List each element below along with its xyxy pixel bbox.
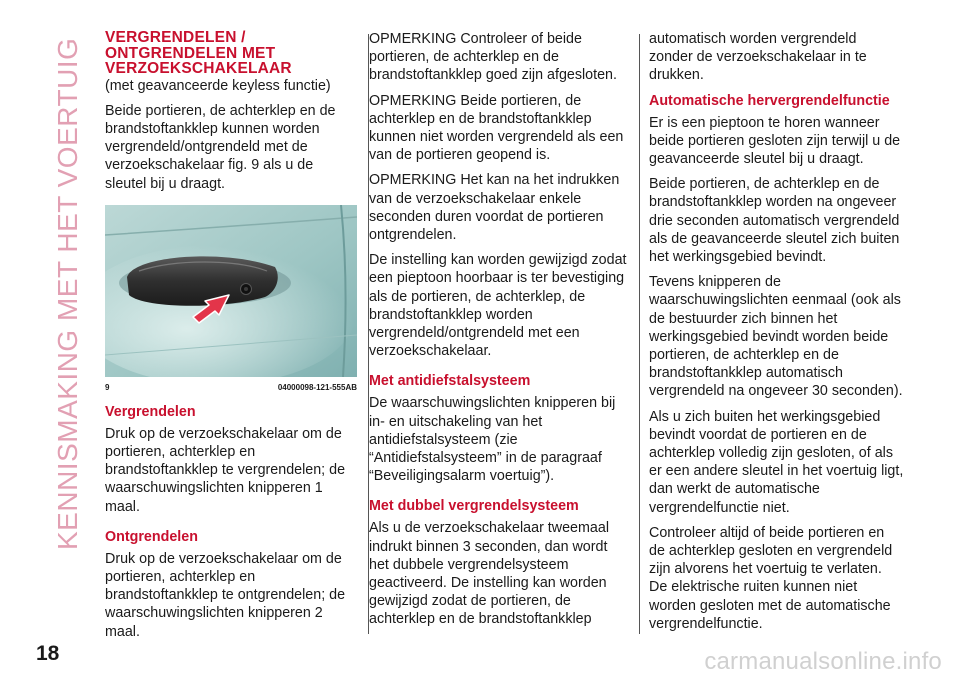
- antitheft-heading: Met antidiefstalsysteem: [369, 373, 531, 390]
- note-1: OPMERKING Controleer of beide portieren, de achterklep en de brandstoftankklep goed zijn afgesloten.: [369, 31, 617, 84]
- section-heading-line-2: ONTGRENDELEN MET: [105, 44, 276, 62]
- section-heading-line-3: VERZOEKSCHAKELAAR: [105, 60, 292, 77]
- auto-relock-paragraph-3: Tevens knipperen de waarschuwingslichten eenmaal (ook als de bestuurder zich binnen het werkingsgebied bevindt worden beide portieren, de achterklep en de brandstoftankklep automatisch vergrendeld na ongeveer 30 seconden).: [649, 274, 903, 400]
- door-handle: [127, 256, 278, 305]
- unlock-heading: Ontgrendelen: [105, 528, 198, 545]
- figure-number: 9: [105, 382, 110, 392]
- section-heading-line-1: VERGRENDELEN /: [105, 29, 246, 46]
- unlock-paragraph: Druk op de verzoekschakelaar om de portieren, achterklep en brandstoftankklep te ontgrendelen; de waarschuwingslichten knipperen 2 maal.: [105, 550, 346, 640]
- section-heading: [105, 30, 357, 77]
- auto-relock-heading: Automatische hervergrendelfunctie: [649, 92, 890, 109]
- auto-relock-paragraph-1: Er is een pieptoon te horen wanneer beide portieren gesloten zijn terwijl u de geavanceerde sleutel bij u draagt.: [649, 114, 901, 168]
- double-lock-heading: Met dubbel vergrendelsysteem: [369, 498, 579, 515]
- page-number: 18: [36, 642, 60, 665]
- chapter-side-title: KENNISMAKING MET HET VOERTUIG: [52, 37, 83, 550]
- figure-caption: [105, 377, 357, 391]
- auto-relock-paragraph-2: Beide portieren, de achterklep en de brandstoftankklep worden na ongeveer drie seconden automatisch vergrendeld als de geavanceerde sleutel zich buiten het werkingsgebied bevindt.: [649, 176, 900, 266]
- watermark: carmanualsonline.info: [704, 648, 942, 675]
- note-2: OPMERKING Beide portieren, de achterklep en de brandstoftankklep kunnen niet worden vergrendeld als een van de portieren geopend is.: [369, 92, 624, 164]
- column-1: [105, 30, 357, 648]
- beep-setting-paragraph: De instelling kan worden gewijzigd zodat een pieptoon hoorbaar is ter bevestiging als de portieren, de achterklep, de brandstoftankklep worden vergrendeld/ontgrendeld met een verzoekschakelaar.: [369, 252, 627, 360]
- lock-heading: Vergrendelen: [105, 403, 196, 420]
- auto-relock-paragraph-4: Als u zich buiten het werkingsgebied bevindt voordat de portieren en de achterklep volledig zijn gesloten, of als er een andere sleutel in het voertuig ligt, dan werkt de automatische vergrendelfunctie niet.: [649, 408, 904, 516]
- double-lock-paragraph: Als u de verzoekschakelaar tweemaal indrukt binnen 3 seconden, dan wordt het dubbele vergrendelsysteem geactiveerd. De instelling kan worden gewijzigd zodat de portieren, de achterklep en de brandstoftankklep: [369, 520, 609, 628]
- continued-paragraph: automatisch worden vergrendeld zonder de verzoekschakelaar in te drukken.: [649, 31, 867, 84]
- column-divider: [639, 34, 640, 634]
- intro-paragraph: Beide portieren, de achterklep en de brandstoftankklep kunnen worden vergrendeld/ontgrendeld met de verzoekschakelaar fig. 9 als u de sleutel bij u draagt.: [105, 102, 336, 192]
- auto-relock-paragraph-5: Controleer altijd of beide portieren en de achterklep gesloten en vergrendeld zijn alvorens het voertuig te verlaten. De elektrische ruiten kunnen niet worden gesloten met de automatische vergrendelfunctie.: [649, 524, 893, 632]
- column-3: [649, 30, 904, 640]
- column-2: [369, 30, 631, 636]
- door-handle-figure: [105, 205, 357, 377]
- keyless-note: (met geavanceerde keyless functie): [105, 77, 331, 94]
- antitheft-paragraph: De waarschuwingslichten knipperen bij in- en uitschakeling van het antidiefstalsysteem (zie “Antidiefstalsysteem” in de paragraaf “Beveiligingsalarm voertuig”).: [369, 395, 616, 485]
- lock-paragraph: Druk op de verzoekschakelaar om de portieren, achterklep en brandstoftankklep te vergrendelen; de waarschuwingslichten knipperen 1 maal.: [105, 425, 346, 515]
- note-3: OPMERKING Het kan na het indrukken van de verzoekschakelaar enkele seconden duren voordat de portieren ontgrendelen.: [369, 172, 620, 244]
- door-handle-photo: [105, 205, 357, 377]
- figure-code: 04000098-121-555AB: [277, 382, 357, 392]
